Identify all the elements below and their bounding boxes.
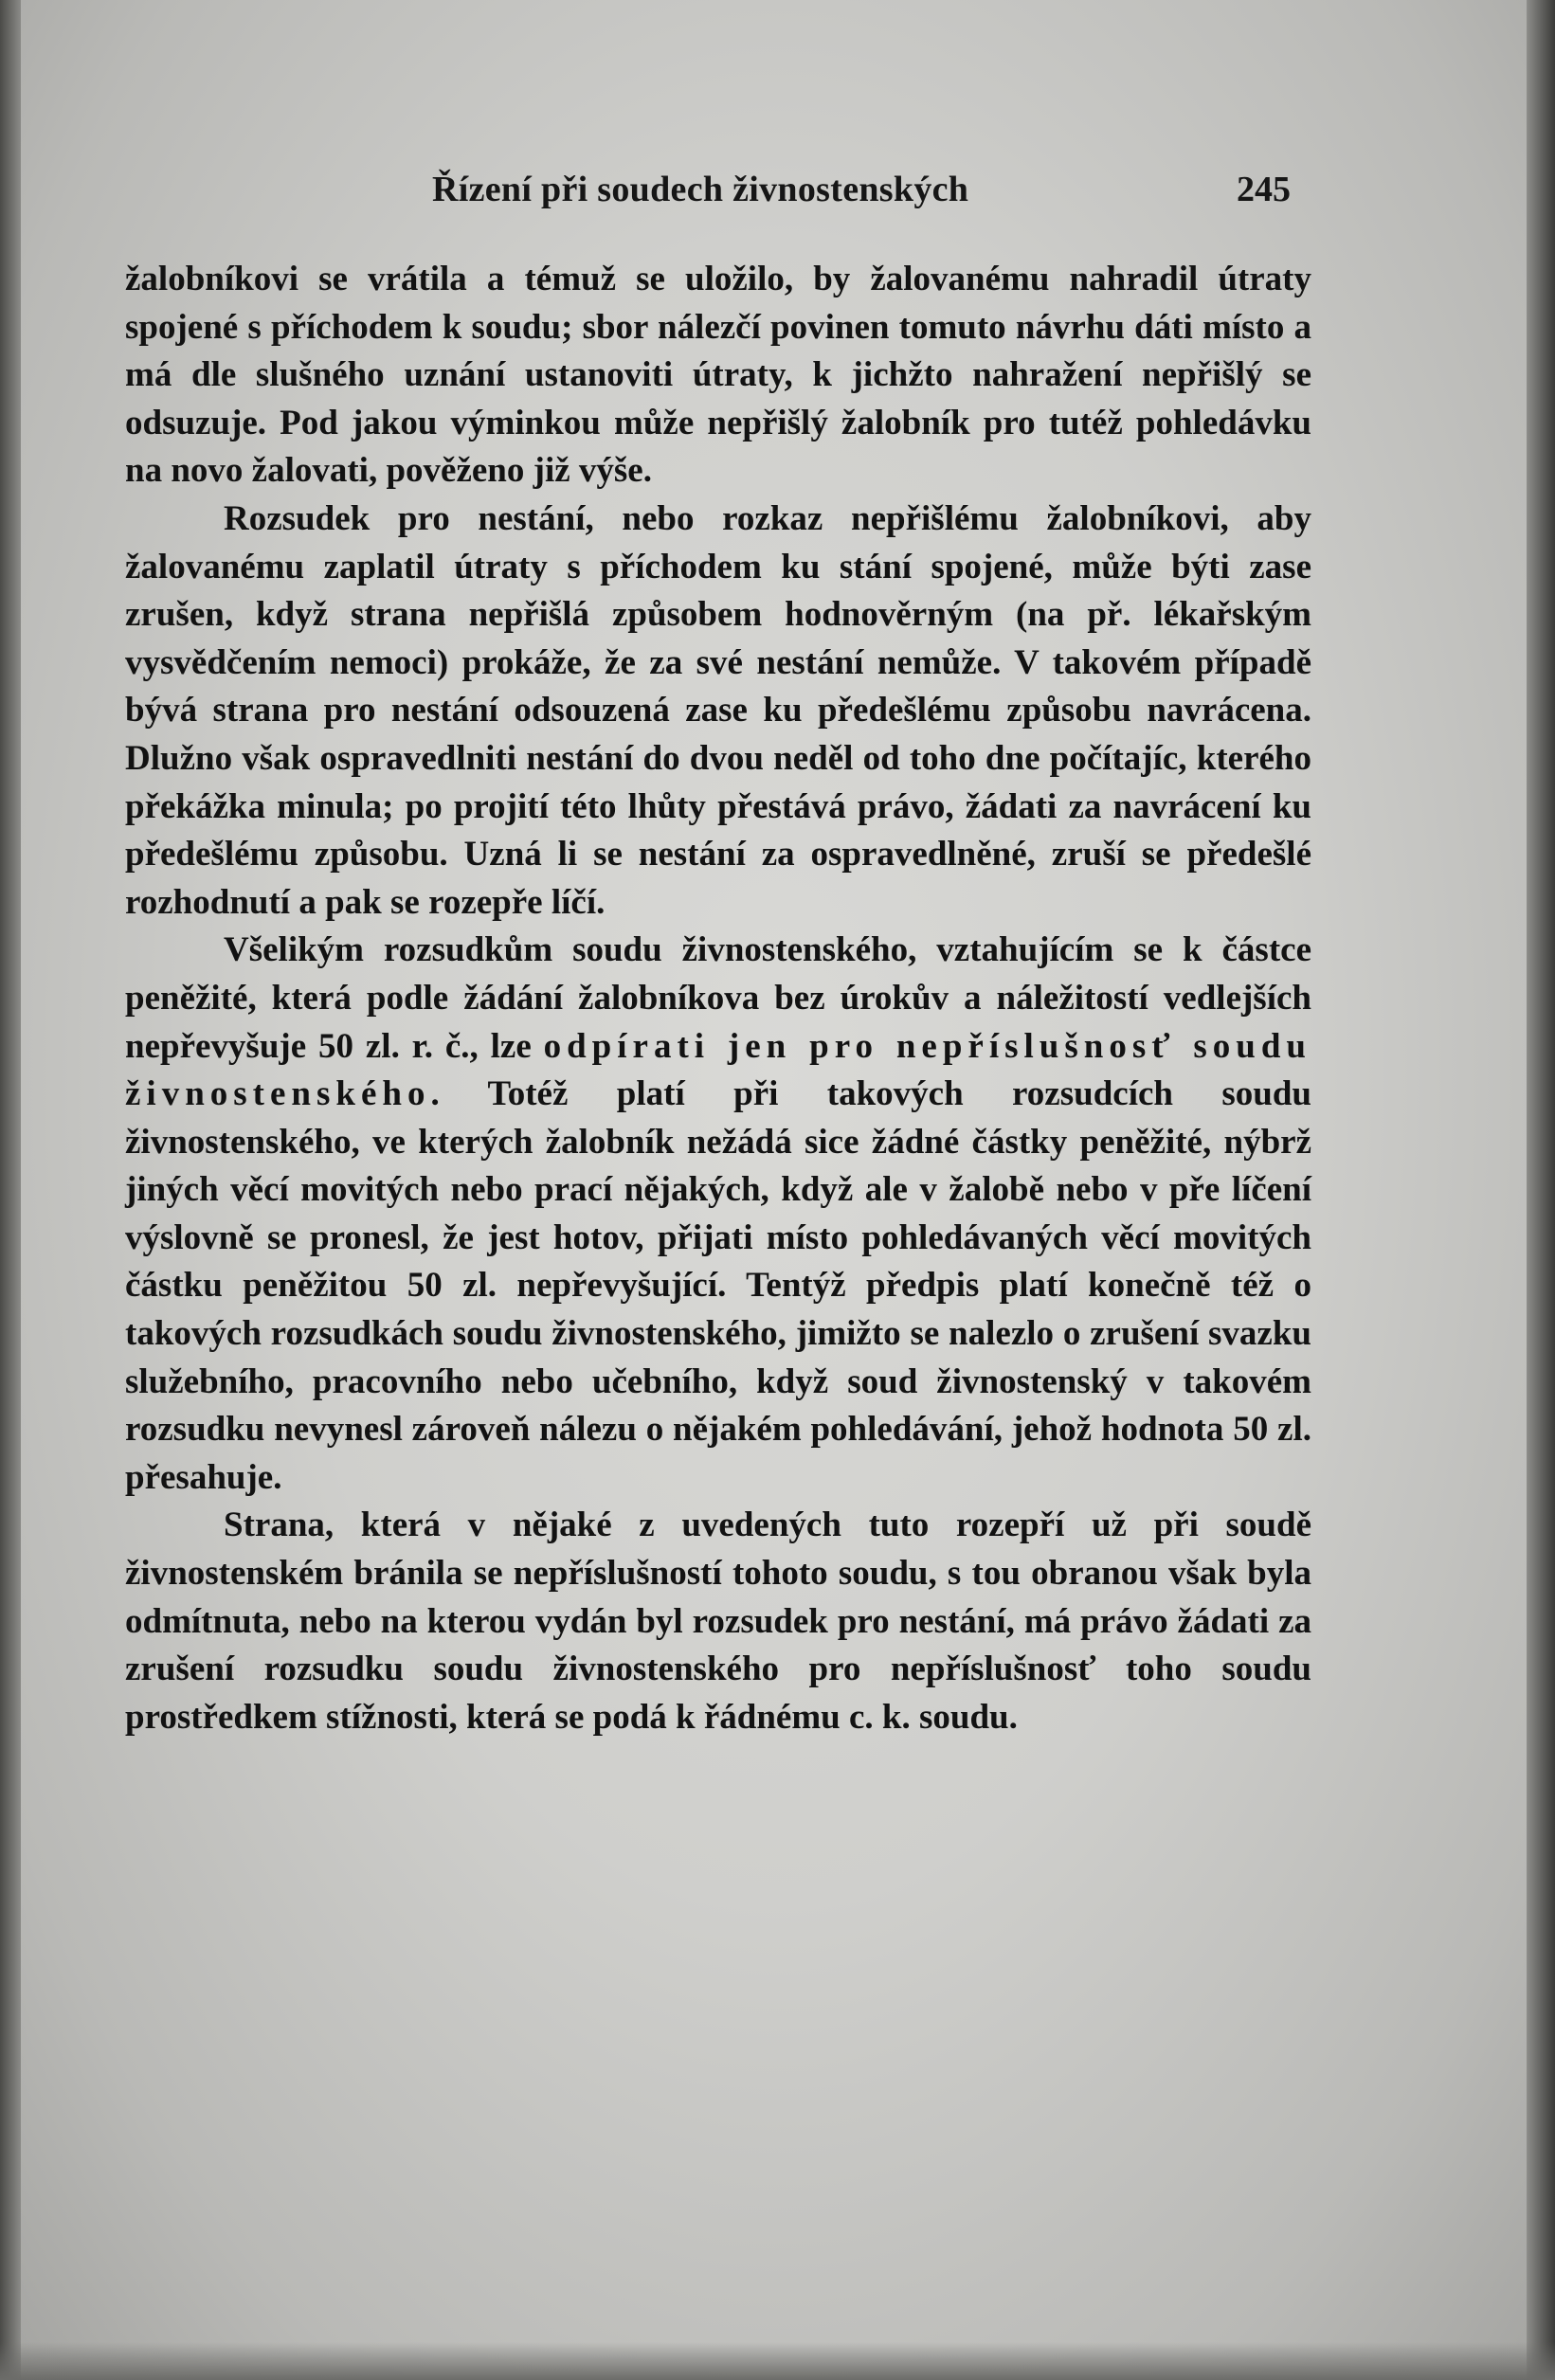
body-text bbox=[125, 256, 1311, 1741]
paragraph-3-before: Všelikým rozsudkům soudu živnostenského, vztahujícím se k částce peněžité, která podle žádání žalobníkova bez úrokův a náležitostí vedlejších nepřevyšuje 50 zl. r. č., lze bbox=[125, 930, 1311, 1066]
running-title: Řízení při soudech živnostenských bbox=[432, 170, 969, 209]
page-number: 245 bbox=[1237, 170, 1291, 209]
paragraph-3-spaced-emphasis: odpírati jen pro nepříslušnosť soudu živnostenského bbox=[125, 1026, 1311, 1114]
paragraph-1: žalobníkovi se vrátila a témuž se uložilo, by žalovanému nahradil útraty spojené s příchodem k soudu; sbor nálezčí povinen tomuto návrhu dáti místo a má dle slušného uznání ustanoviti útraty, k jichžto nahražení nepřišlý se odsuzuje. Pod jakou výminkou může nepřišlý žalobník pro tutéž pohledávku na novo žalovati, pověženo již výše. bbox=[125, 260, 1311, 491]
page-edge-right-shadow bbox=[1527, 0, 1555, 2380]
paragraph-4: Strana, která v nějaké z uvedených tuto rozepří už při soudě živnostenském bránila se nepříslušností tohoto soudu, s tou obranou však byla odmítnuta, nebo na kterou vydán byl rozsudek pro nestání, má právo žádati za zrušení rozsudku soudu živnostenského pro nepříslušnosť toho soudu prostředkem stížnosti, která se podá k řádnému c. k. soudu. bbox=[125, 1506, 1311, 1737]
paragraph-3-after: . Totéž platí při takových rozsudcích soudu živnostenského, ve kterých žalobník nežádá sice žádné částky peněžité, nýbrž jiných věcí movitých nebo prací nějakých, když ale v žalobě nebo v pře líčení výslovně se pronesl, že jest hotov, přijati místo pohledávaných věcí movitých částku peněžitou 50 zl. nepřevyšující. Tentýž předpis platí konečně též o takových rozsudkách soudu živnostenského, jimižto se nalezlo o zrušení svazku služebního, pracovního nebo učebního, když soud živnostenský v takovém rozsudku nevynesl zároveň nálezu o nějakém pohledávání, jehož hodnota 50 zl. přesahuje. bbox=[125, 1074, 1311, 1497]
page-edge-left-shadow bbox=[0, 0, 21, 2380]
page-header bbox=[0, 169, 1555, 225]
page-edge-bottom-shadow bbox=[0, 2342, 1555, 2380]
paragraph-3 bbox=[125, 927, 1311, 1502]
paragraph-2: Rozsudek pro nestání, nebo rozkaz nepřišlému žalobníkovi, aby žalovanému zaplatil útraty s příchodem ku stání spojené, může býti zase zrušen, když strana nepřišlá způsobem hodnověrným (na př. lékařským vysvědčením nemoci) prokáže, že za své nestání nemůže. V takovém případě bývá strana pro nestání odsouzená zase ku předešlému způsobu navrácena. Dlužno však ospravedlniti nestání do dvou neděl od toho dne počítajíc, kterého překážka minula; po projití této lhůty přestává právo, žádati za navrácení ku předešlému způsobu. Uzná li se nestání za ospravedlněné, zruší se předešlé rozhodnutí a pak se rozepře líčí. bbox=[125, 498, 1311, 922]
